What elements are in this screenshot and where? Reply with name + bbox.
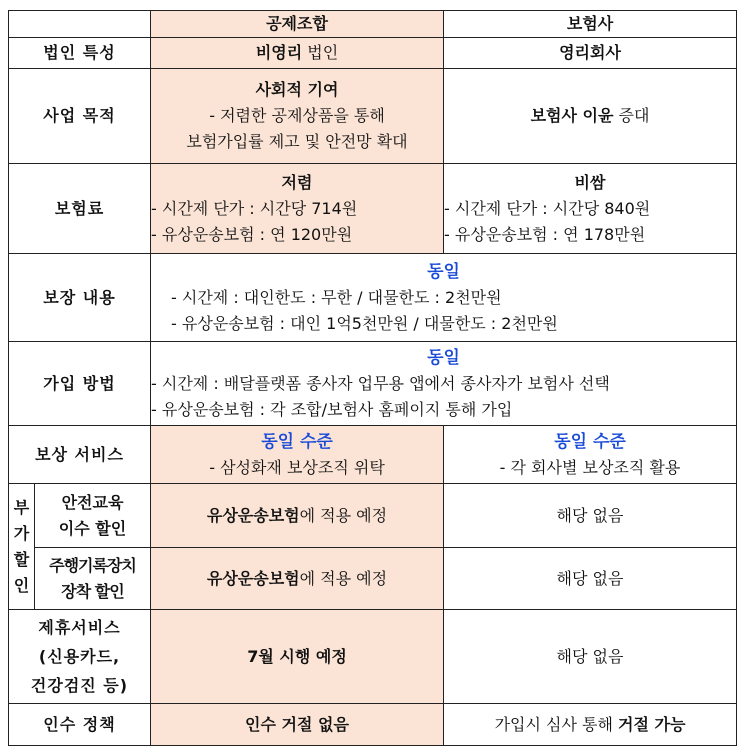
join-cell [151, 342, 737, 426]
ins-premium-line2: - 유상운송보험 : 연 178만원 [444, 224, 646, 244]
label-safety-2: 이수 할인 [58, 518, 127, 538]
join-line2: - 유상운송보험 : 각 조합/보험사 홈페이지 통해 가입 [151, 399, 513, 419]
ins-service [444, 426, 737, 484]
label-partner-3: 건강검진 등) [30, 676, 129, 695]
ins-partner: 해당 없음 [444, 610, 737, 704]
ins-underwriting [444, 704, 737, 746]
ins-premium [444, 164, 737, 254]
coop-safety-rest: 에 적용 예정 [299, 505, 388, 525]
coop-purpose [151, 69, 444, 164]
coop-recorder-bold: 유상운송보험 [206, 568, 300, 588]
ins-purpose-bold: 보험사 이윤 [530, 106, 614, 125]
label-recorder-1: 주행기록장치 [49, 555, 136, 575]
label-corp: 법인 특성 [9, 38, 151, 69]
coop-service-line: - 삼성화재 보상조직 위탁 [209, 457, 385, 477]
label-coverage: 보장 내용 [9, 254, 151, 342]
label-recorder-2: 장착 할인 [61, 581, 124, 601]
ins-premium-title: 비쌈 [574, 172, 606, 192]
row-premium [9, 164, 737, 254]
vlabel-char-1: 부 [13, 497, 30, 517]
label-join: 가입 방법 [9, 342, 151, 426]
coop-purpose-line2: 보험가입률 제고 및 안전망 확대 [186, 132, 408, 151]
coop-recorder-rest: 에 적용 예정 [299, 568, 388, 588]
ins-corp: 영리회사 [444, 38, 737, 69]
ins-underwriting-rest: 가입시 심사 통해 [494, 714, 619, 734]
join-title: 동일 [427, 347, 460, 368]
coop-underwriting: 인수 거절 없음 [151, 704, 444, 746]
coop-partner: 7월 시행 예정 [151, 610, 444, 704]
coop-safety-bold: 유상운송보험 [206, 505, 300, 525]
header-blank-cell [9, 11, 151, 38]
coop-premium-title: 저렴 [281, 172, 313, 192]
label-safety [35, 484, 151, 548]
vlabel-char-2: 가 [13, 523, 30, 543]
row-recorder-discount [9, 548, 737, 610]
ins-purpose [444, 69, 737, 164]
vlabel-char-3: 할 [13, 549, 30, 569]
label-safety-1: 안전교육 [61, 492, 124, 512]
coop-purpose-title: 사회적 기여 [255, 80, 339, 99]
coverage-title: 동일 [427, 261, 460, 282]
label-underwriting: 인수 정책 [9, 704, 151, 746]
row-corp [9, 38, 737, 69]
header-row [9, 11, 737, 38]
coop-safety [151, 484, 444, 548]
label-partner-1: 제휴서비스 [38, 618, 121, 637]
row-purpose [9, 69, 737, 164]
coop-service-title: 동일 수준 [261, 431, 333, 452]
extra-discount-vlabel [9, 484, 35, 610]
coverage-cell [151, 254, 737, 342]
coverage-line2: - 유상운송보험 : 대인 1억5천만원 / 대물한도 : 2천만원 [171, 313, 558, 333]
coop-service [151, 426, 444, 484]
row-underwriting [9, 704, 737, 746]
coop-recorder [151, 548, 444, 610]
row-coverage [9, 254, 737, 342]
coverage-line1: - 시간제 : 대인한도 : 무한 / 대물한도 : 2천만원 [171, 287, 502, 307]
coop-purpose-line1: - 저렴한 공제상품을 통해 [209, 106, 385, 125]
label-service: 보상 서비스 [9, 426, 151, 484]
coop-corp [151, 38, 444, 69]
ins-safety: 해당 없음 [444, 484, 737, 548]
label-partner [9, 610, 151, 704]
row-safety-discount [9, 484, 737, 548]
row-join [9, 342, 737, 426]
vlabel-char-4: 인 [13, 575, 30, 595]
row-partner [9, 610, 737, 704]
row-service [9, 426, 737, 484]
coop-corp-rest: 법인 [302, 43, 339, 62]
label-recorder [35, 548, 151, 610]
label-purpose: 사업 목적 [9, 69, 151, 164]
ins-purpose-rest: 증대 [613, 106, 650, 125]
ins-premium-line1: - 시간제 단가 : 시간당 840원 [444, 198, 651, 218]
coop-premium-line2: - 유상운송보험 : 연 120만원 [151, 224, 353, 244]
coop-premium-line1: - 시간제 단가 : 시간당 714원 [151, 198, 358, 218]
label-partner-2: (신용카드, [38, 647, 121, 666]
comparison-table [8, 10, 737, 746]
coop-premium [151, 164, 444, 254]
ins-service-title: 동일 수준 [554, 431, 626, 452]
ins-recorder: 해당 없음 [444, 548, 737, 610]
header-insurer: 보험사 [444, 11, 737, 38]
header-coop: 공제조합 [151, 11, 444, 38]
join-line1: - 시간제 : 배달플랫폼 종사자 업무용 앱에서 종사자가 보험사 선택 [151, 373, 610, 393]
ins-service-line: - 각 회사별 보상조직 활용 [499, 457, 681, 477]
ins-underwriting-bold: 거절 가능 [618, 714, 686, 734]
coop-corp-bold: 비영리 [255, 43, 303, 62]
label-premium: 보험료 [9, 164, 151, 254]
